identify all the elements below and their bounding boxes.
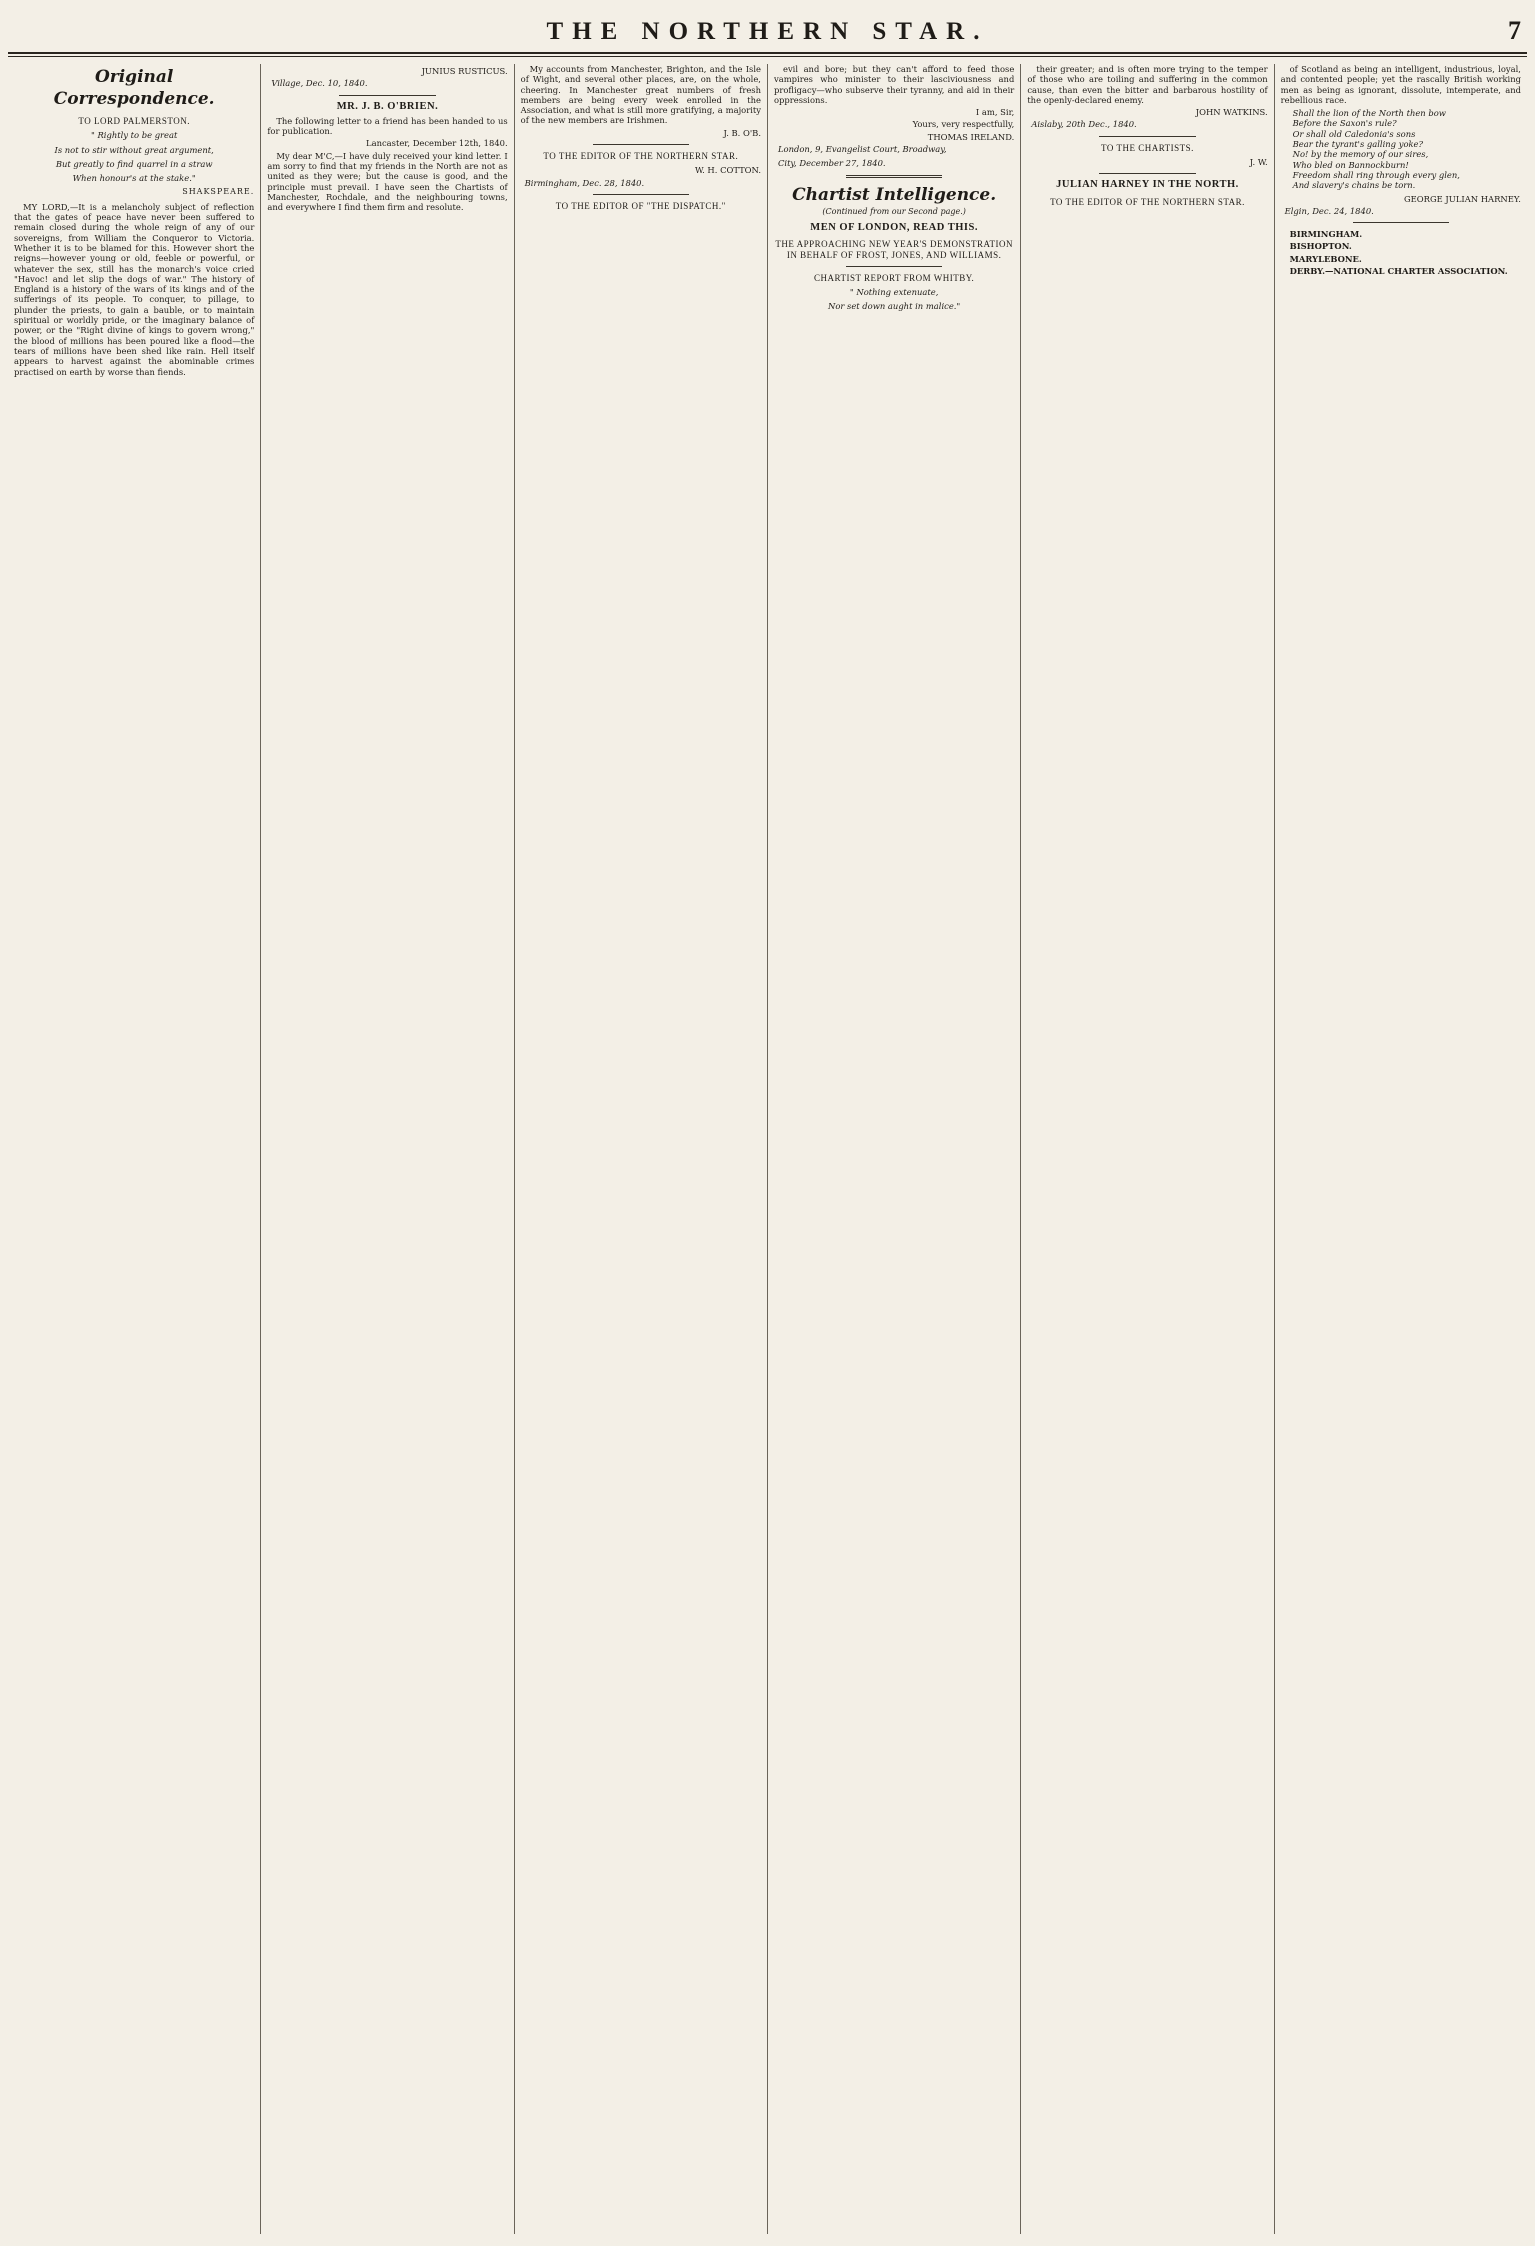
- column-1: [8, 64, 261, 2234]
- letter-intro: The following letter to a friend has been handed to us for publication.: [267, 115, 508, 137]
- epigraph-line: When honour's at the stake.": [72, 173, 196, 184]
- divider: [339, 95, 435, 96]
- page-number: 7: [1508, 16, 1521, 45]
- signature-name: GEORGE JULIAN HARNEY.: [1403, 193, 1521, 204]
- divider: [846, 266, 942, 267]
- poem-line: Bear the tyrant's galling yoke?: [1292, 139, 1424, 150]
- article-body: of Scotland as being an intelligent, industrious, loyal, and contented people; yet the rascally British working men as being as ignorant, dissolute, intemperate, and rebellious race.: [1280, 64, 1521, 105]
- article-body: MY LORD,—It is a melancholy subject of reflection that the gates of peace have never been suffered to remain closed during the whole reign of any of our sovereigns, from William the Conqueror to Victoria. Whether it is to be blamed for this. However short the reigns—however young or old, feeble or powerful, or whatever the sex, still has the monarch's voice cried "Havoc! and let slip the dogs of war." The history of England is a history of the wars of its kings and of the sufferings of its people. To conquer, to pillage, to plunder the priests, to gain a bauble, or to maintain spiritual or worldly pride, or the imaginary balance of power, or the "Right divine of kings to govern wrong," the blood of millions has been poured like a flood—the tears of millions have been shed like rain. Hell itself appears to harvest against the abominable crimes practised on earth by worse than fiends.: [14, 201, 255, 377]
- letter-body: My dear M'C,—I have duly received your kind letter. I am sorry to find that my friends in the North are not as united as they were; but the cause is good, and the principle must prevail. I have seen the Chartists of Manchester, Rochdale, and the neighbouring towns, and everywhere I find them firm and resolute.: [267, 150, 508, 213]
- dateline: Birmingham, Dec. 28, 1840.: [524, 177, 645, 188]
- signature: JUNIUS RUSTICUS.: [421, 66, 508, 76]
- poem-line: Freedom shall ring through every glen,: [1292, 169, 1460, 180]
- poem-line: Or shall old Caledonia's sons: [1292, 128, 1416, 139]
- column-3: [515, 64, 768, 2234]
- section-heading-original-correspondence: Original Correspondence.: [53, 67, 215, 109]
- masthead: [0, 0, 1535, 58]
- column-6: [1275, 64, 1527, 2234]
- article-headline: TO THE CHARTISTS.: [1101, 142, 1194, 153]
- signature-name: JOHN WATKINS.: [1195, 107, 1268, 118]
- dateline: Elgin, Dec. 24, 1840.: [1284, 205, 1374, 216]
- article-body: evil and bore; but they can't afford to feed those vampires who minister to their lasciviousness and profligacy—who subserve their tyranny, and aid in their oppressions.: [773, 64, 1015, 105]
- article-headline: MEN OF LONDON, READ THIS.: [810, 221, 978, 233]
- initials: J. W.: [1249, 157, 1268, 168]
- dateline: City, December 27, 1840.: [777, 158, 886, 169]
- signature: W. H. COTTON.: [694, 165, 761, 176]
- column-2: [261, 64, 514, 2234]
- news-item-heading: MARYLEBONE.: [1289, 253, 1362, 264]
- signature-line: I am, Sir,: [975, 107, 1015, 118]
- news-item-heading: BIRMINGHAM.: [1289, 229, 1363, 240]
- divider: [593, 194, 689, 195]
- column-4: [768, 64, 1021, 2234]
- news-item-heading: BISHOPTON.: [1289, 241, 1352, 252]
- article-headline: TO LORD PALMERSTON.: [78, 116, 190, 126]
- news-item-heading: DERBY.—NATIONAL CHARTER ASSOCIATION.: [1289, 266, 1508, 277]
- article-headline: MR. J. B. O'BRIEN.: [336, 100, 439, 112]
- article-subheadline: TO THE EDITOR OF THE NORTHERN STAR.: [1050, 196, 1245, 207]
- section-heading-chartist-intelligence: Chartist Intelligence.: [792, 184, 997, 205]
- article-subheadline: THE APPROACHING NEW YEAR'S DEMONSTRATION IN BEHALF OF FROST, JONES, AND WILLIAMS.: [775, 239, 1013, 260]
- poem-line: No! by the memory of our sires,: [1292, 149, 1429, 160]
- epigraph-line: But greatly to find quarrel in a straw: [55, 158, 213, 169]
- dateline: Aislaby, 20th Dec., 1840.: [1031, 119, 1137, 130]
- letter-body: My accounts from Manchester, Brighton, and the Isle of Wight, and several other places, are, on the whole, cheering. In Manchester great numbers of fresh members are being every week enrolled in the Association, and what is still more gratifying, a majority of the new members are Irishmen.: [520, 64, 761, 126]
- letter-place: Lancaster, December 12th, 1840.: [366, 138, 508, 149]
- article-body: their greater; and is often more trying to the temper of those who are toiling and suffering in the common cause, than even the bitter and barbarous hostility of the openly-declared enemy.: [1027, 64, 1268, 105]
- divider: [593, 144, 689, 145]
- masthead-rule-thin: [8, 56, 1527, 57]
- page-columns: [8, 64, 1527, 2234]
- divider: [1353, 222, 1449, 223]
- poem-line: Who bled on Bannockburn!: [1292, 159, 1409, 170]
- section-subheading: (Continued from our Second page.): [822, 206, 966, 216]
- dateline: London, 9, Evangelist Court, Broadway,: [777, 144, 947, 155]
- newspaper-title: THE NORTHERN STAR.: [546, 18, 989, 45]
- article-headline: TO THE EDITOR OF THE NORTHERN STAR.: [543, 151, 739, 162]
- divider: [1099, 173, 1195, 174]
- epigraph-attribution: SHAKSPEARE.: [182, 187, 255, 197]
- signature: J. B. O'B.: [723, 127, 761, 138]
- epigraph-line: " Rightly to be great: [90, 130, 178, 141]
- poem-line: Before the Saxon's rule?: [1292, 118, 1397, 129]
- signature-name: THOMAS IRELAND.: [927, 131, 1015, 142]
- epigraph-line: Nor set down aught in malice.": [827, 301, 961, 312]
- poem-line: Shall the lion of the North then bow: [1292, 108, 1446, 119]
- poem: [1293, 108, 1521, 190]
- column-5: [1021, 64, 1274, 2234]
- divider: [846, 175, 942, 178]
- poem-line: And slavery's chains be torn.: [1292, 180, 1416, 191]
- signature-line: Yours, very respectfully,: [912, 119, 1015, 130]
- article-headline: CHARTIST REPORT FROM WHITBY.: [814, 272, 975, 283]
- divider: [1099, 136, 1195, 137]
- article-headline: JULIAN HARNEY IN THE NORTH.: [1056, 179, 1239, 191]
- epigraph-line: " Nothing extenuate,: [849, 287, 939, 298]
- masthead-rule: [8, 52, 1527, 54]
- epigraph-line: Is not to stir without great argument,: [54, 144, 214, 155]
- dateline: Village, Dec. 10, 1840.: [271, 78, 368, 89]
- article-headline: TO THE EDITOR OF "THE DISPATCH.": [555, 200, 726, 211]
